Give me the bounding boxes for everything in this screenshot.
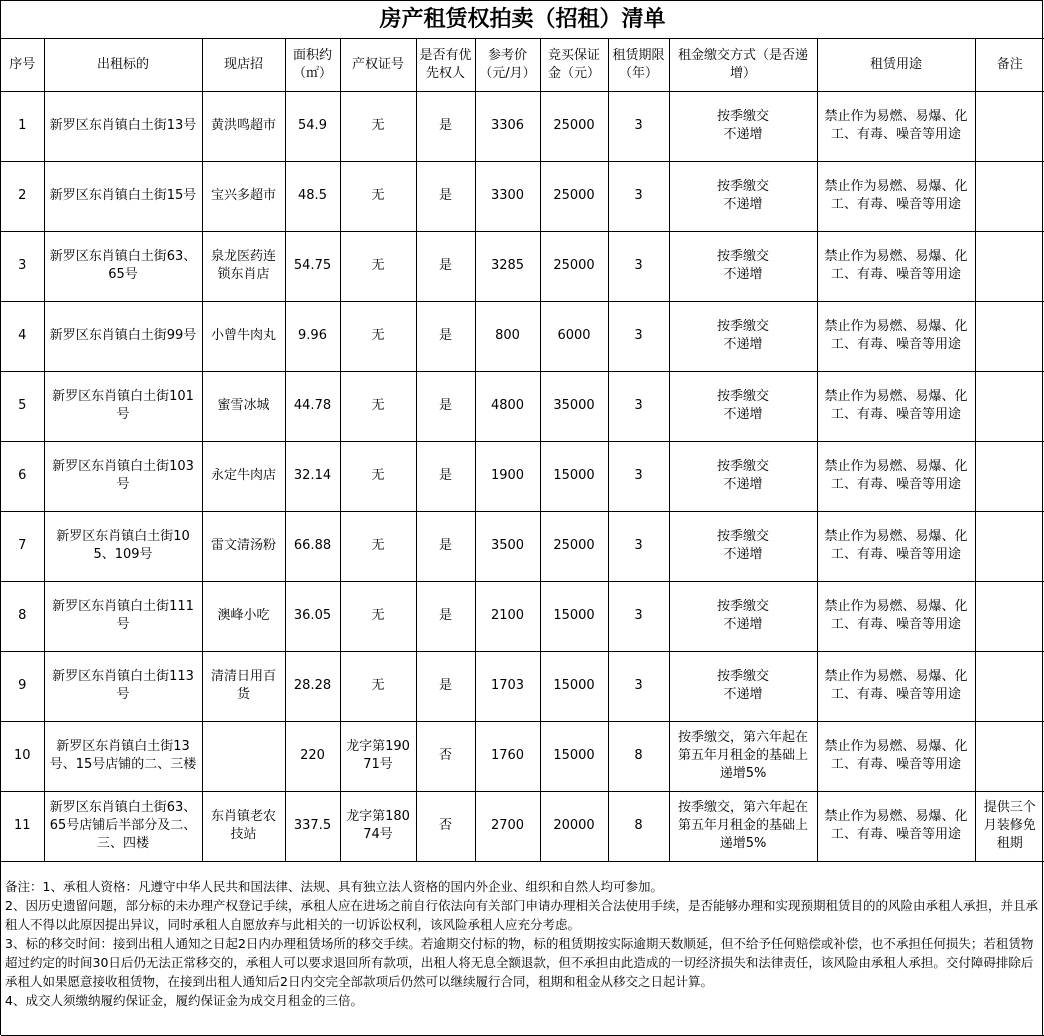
cell-area: 54.9 <box>285 91 340 161</box>
cell-target: 新罗区东肖镇白土街103号 <box>44 441 202 511</box>
cell-deposit: 15000 <box>540 581 608 651</box>
cell-payment: 按季缴交 不递增 <box>669 231 817 301</box>
cell-term: 3 <box>608 441 669 511</box>
cell-target: 新罗区东肖镇白土街63、65号 <box>44 231 202 301</box>
cell-term: 8 <box>608 791 669 861</box>
cell-remark <box>975 721 1044 791</box>
cell-no: 11 <box>1 791 44 861</box>
cell-term: 3 <box>608 231 669 301</box>
cell-priority: 否 <box>416 791 475 861</box>
cell-term: 3 <box>608 371 669 441</box>
cell-sign: 蜜雪冰城 <box>202 371 285 441</box>
cell-remark <box>975 651 1044 721</box>
cell-payment: 按季缴交 不递增 <box>669 511 817 581</box>
cell-deposit: 6000 <box>540 301 608 371</box>
cell-sign: 泉龙医药连锁东肖店 <box>202 231 285 301</box>
cell-remark: 提供三个月装修免租期 <box>975 791 1044 861</box>
cell-price: 3300 <box>475 161 540 231</box>
cell-price: 800 <box>475 301 540 371</box>
cell-remark <box>975 441 1044 511</box>
cell-area: 9.96 <box>285 301 340 371</box>
cell-area: 28.28 <box>285 651 340 721</box>
cell-sign: 东肖镇老农技站 <box>202 791 285 861</box>
cell-sign: 清清日用百货 <box>202 651 285 721</box>
table-row <box>1 581 1044 651</box>
cell-target: 新罗区东肖镇白土街15号 <box>44 161 202 231</box>
cell-use: 禁止作为易燃、易爆、化工、有毒、噪音等用途 <box>817 791 975 861</box>
cell-term: 3 <box>608 651 669 721</box>
cell-sign: 小曾牛肉丸 <box>202 301 285 371</box>
cell-deposit: 15000 <box>540 441 608 511</box>
table-row <box>1 511 1044 581</box>
cell-cert: 无 <box>340 301 416 371</box>
cell-cert: 无 <box>340 441 416 511</box>
cell-priority: 否 <box>416 721 475 791</box>
table-row <box>1 91 1044 161</box>
table-row <box>1 441 1044 511</box>
cell-remark <box>975 91 1044 161</box>
cell-payment: 按季缴交 不递增 <box>669 161 817 231</box>
cell-priority: 是 <box>416 511 475 581</box>
col-header-area: 面积约（㎡） <box>285 39 340 91</box>
cell-sign: 宝兴多超市 <box>202 161 285 231</box>
cell-payment: 按季缴交，第六年起在第五年月租金的基础上递增5% <box>669 791 817 861</box>
cell-use: 禁止作为易燃、易爆、化工、有毒、噪音等用途 <box>817 581 975 651</box>
cell-deposit: 15000 <box>540 721 608 791</box>
cell-remark <box>975 371 1044 441</box>
cell-cert: 无 <box>340 581 416 651</box>
cell-no: 7 <box>1 511 44 581</box>
cell-no: 9 <box>1 651 44 721</box>
page-title: 房产租赁权拍卖（招租）清单 <box>1 1 1044 39</box>
cell-target: 新罗区东肖镇白土街13号 <box>44 91 202 161</box>
cell-area: 337.5 <box>285 791 340 861</box>
cell-target: 新罗区东肖镇白土街111号 <box>44 581 202 651</box>
col-header-term: 租赁期限（年） <box>608 39 669 91</box>
cell-term: 8 <box>608 721 669 791</box>
cell-cert: 无 <box>340 231 416 301</box>
cell-price: 4800 <box>475 371 540 441</box>
cell-use: 禁止作为易燃、易爆、化工、有毒、噪音等用途 <box>817 161 975 231</box>
col-header-use: 租赁用途 <box>817 39 975 91</box>
table-body <box>1 91 1044 861</box>
cell-term: 3 <box>608 581 669 651</box>
cell-deposit: 20000 <box>540 791 608 861</box>
table-row <box>1 651 1044 721</box>
cell-area: 32.14 <box>285 441 340 511</box>
cell-price: 3285 <box>475 231 540 301</box>
cell-price: 1760 <box>475 721 540 791</box>
cell-cert: 无 <box>340 91 416 161</box>
cell-deposit: 25000 <box>540 161 608 231</box>
note-paragraph: 3、标的移交时间：接到出租人通知之日起2日内办理租赁场所的移交手续。若逾期交付标的物，标的租赁期按实际逾期天数顺延，但不给予任何赔偿或补偿，也不承担任何损失；若租赁物超过约定的时间30日后仍无法正常移交的，承租人可以要求退回所有款项，出租人将无息全额退款，但不承担由此造成的一切经济损失和法律责任，该风险由承租人承担。交付障碍排除后承租人如果愿意接收租赁物，在接到出租人通知后2日内交完全部款项后仍然可以继续履行合同，租期和租金从移交之日起计算。 <box>5 936 1034 989</box>
cell-area: 48.5 <box>285 161 340 231</box>
cell-deposit: 25000 <box>540 231 608 301</box>
cell-no: 6 <box>1 441 44 511</box>
cell-no: 3 <box>1 231 44 301</box>
cell-no: 2 <box>1 161 44 231</box>
cell-use: 禁止作为易燃、易爆、化工、有毒、噪音等用途 <box>817 231 975 301</box>
cell-price: 3500 <box>475 511 540 581</box>
cell-remark <box>975 581 1044 651</box>
cell-priority: 是 <box>416 651 475 721</box>
cell-payment: 按季缴交 不递增 <box>669 651 817 721</box>
cell-sign: 澳峰小吃 <box>202 581 285 651</box>
cell-use: 禁止作为易燃、易爆、化工、有毒、噪音等用途 <box>817 301 975 371</box>
cell-use: 禁止作为易燃、易爆、化工、有毒、噪音等用途 <box>817 721 975 791</box>
cell-payment: 按季缴交 不递增 <box>669 371 817 441</box>
cell-target: 新罗区东肖镇白土街113号 <box>44 651 202 721</box>
cell-area: 54.75 <box>285 231 340 301</box>
note-paragraph: 4、成交人须缴纳履约保证金，履约保证金为成交月租金的三倍。 <box>5 993 363 1008</box>
cell-no: 5 <box>1 371 44 441</box>
cell-cert: 龙字第18074号 <box>340 791 416 861</box>
cell-use: 禁止作为易燃、易爆、化工、有毒、噪音等用途 <box>817 511 975 581</box>
cell-cert: 无 <box>340 651 416 721</box>
cell-target: 新罗区东肖镇白土街99号 <box>44 301 202 371</box>
cell-payment: 按季缴交 不递增 <box>669 441 817 511</box>
table-row <box>1 791 1044 861</box>
col-header-sign: 现店招 <box>202 39 285 91</box>
note-paragraph: 2、因历史遗留问题，部分标的未办理产权登记手续，承租人应在进场之前自行依法向有关部门申请办理相关合法使用手续，是否能够办理和实现预期租赁目的的风险由承租人承担，并且承租人不得以此原因提出异议，同时承租人自愿放弃与此相关的一切诉讼权利，该风险承租人应充分考虑。 <box>5 898 1038 932</box>
table-row <box>1 161 1044 231</box>
cell-sign: 黄洪鸣超市 <box>202 91 285 161</box>
cell-deposit: 15000 <box>540 651 608 721</box>
cell-target: 新罗区东肖镇白土街13号、15号店铺的二、三楼 <box>44 721 202 791</box>
cell-sign: 雷文清汤粉 <box>202 511 285 581</box>
cell-priority: 是 <box>416 231 475 301</box>
cell-term: 3 <box>608 301 669 371</box>
cell-term: 3 <box>608 511 669 581</box>
cell-price: 2100 <box>475 581 540 651</box>
cell-priority: 是 <box>416 161 475 231</box>
cell-deposit: 25000 <box>540 91 608 161</box>
cell-priority: 是 <box>416 441 475 511</box>
cell-no: 10 <box>1 721 44 791</box>
cell-price: 2700 <box>475 791 540 861</box>
col-header-cert: 产权证号 <box>340 39 416 91</box>
cell-no: 1 <box>1 91 44 161</box>
cell-remark <box>975 161 1044 231</box>
cell-use: 禁止作为易燃、易爆、化工、有毒、噪音等用途 <box>817 371 975 441</box>
table-row <box>1 301 1044 371</box>
col-header-target: 出租标的 <box>44 39 202 91</box>
notes-section <box>1 861 1044 1036</box>
cell-priority: 是 <box>416 581 475 651</box>
col-header-remark: 备注 <box>975 39 1044 91</box>
col-header-priority: 是否有优先权人 <box>416 39 475 91</box>
cell-target: 新罗区东肖镇白土街105、109号 <box>44 511 202 581</box>
cell-no: 8 <box>1 581 44 651</box>
cell-price: 1900 <box>475 441 540 511</box>
table-row <box>1 371 1044 441</box>
cell-target: 新罗区东肖镇白土街63、65号店铺后半部分及二、三、四楼 <box>44 791 202 861</box>
cell-priority: 是 <box>416 371 475 441</box>
col-header-payment: 租金缴交方式（是否递增） <box>669 39 817 91</box>
table-row <box>1 231 1044 301</box>
cell-cert: 无 <box>340 371 416 441</box>
cell-price: 3306 <box>475 91 540 161</box>
cell-term: 3 <box>608 161 669 231</box>
cell-deposit: 35000 <box>540 371 608 441</box>
cell-area: 220 <box>285 721 340 791</box>
cell-sign: 永定牛肉店 <box>202 441 285 511</box>
lease-table <box>1 39 1044 862</box>
note-paragraph: 备注：1、承租人资格：凡遵守中华人民共和国法律、法规、具有独立法人资格的国内外企业、组织和自然人均可参加。 <box>5 879 663 894</box>
cell-cert: 龙字第19071号 <box>340 721 416 791</box>
cell-payment: 按季缴交 不递增 <box>669 91 817 161</box>
cell-target: 新罗区东肖镇白土街101号 <box>44 371 202 441</box>
table-row <box>1 721 1044 791</box>
col-header-price: 参考价（元/月） <box>475 39 540 91</box>
cell-priority: 是 <box>416 301 475 371</box>
cell-payment: 按季缴交 不递增 <box>669 301 817 371</box>
cell-cert: 无 <box>340 161 416 231</box>
cell-payment: 按季缴交 不递增 <box>669 581 817 651</box>
cell-area: 36.05 <box>285 581 340 651</box>
cell-area: 66.88 <box>285 511 340 581</box>
cell-remark <box>975 511 1044 581</box>
cell-use: 禁止作为易燃、易爆、化工、有毒、噪音等用途 <box>817 651 975 721</box>
cell-cert: 无 <box>340 511 416 581</box>
cell-use: 禁止作为易燃、易爆、化工、有毒、噪音等用途 <box>817 441 975 511</box>
cell-area: 44.78 <box>285 371 340 441</box>
cell-price: 1703 <box>475 651 540 721</box>
cell-remark <box>975 301 1044 371</box>
cell-payment: 按季缴交，第六年起在第五年月租金的基础上递增5% <box>669 721 817 791</box>
cell-no: 4 <box>1 301 44 371</box>
cell-remark <box>975 231 1044 301</box>
cell-sign <box>202 721 285 791</box>
cell-priority: 是 <box>416 91 475 161</box>
cell-term: 3 <box>608 91 669 161</box>
col-header-no: 序号 <box>1 39 44 91</box>
col-header-deposit: 竞买保证金（元） <box>540 39 608 91</box>
header-row <box>1 39 1044 91</box>
cell-deposit: 25000 <box>540 511 608 581</box>
cell-use: 禁止作为易燃、易爆、化工、有毒、噪音等用途 <box>817 91 975 161</box>
